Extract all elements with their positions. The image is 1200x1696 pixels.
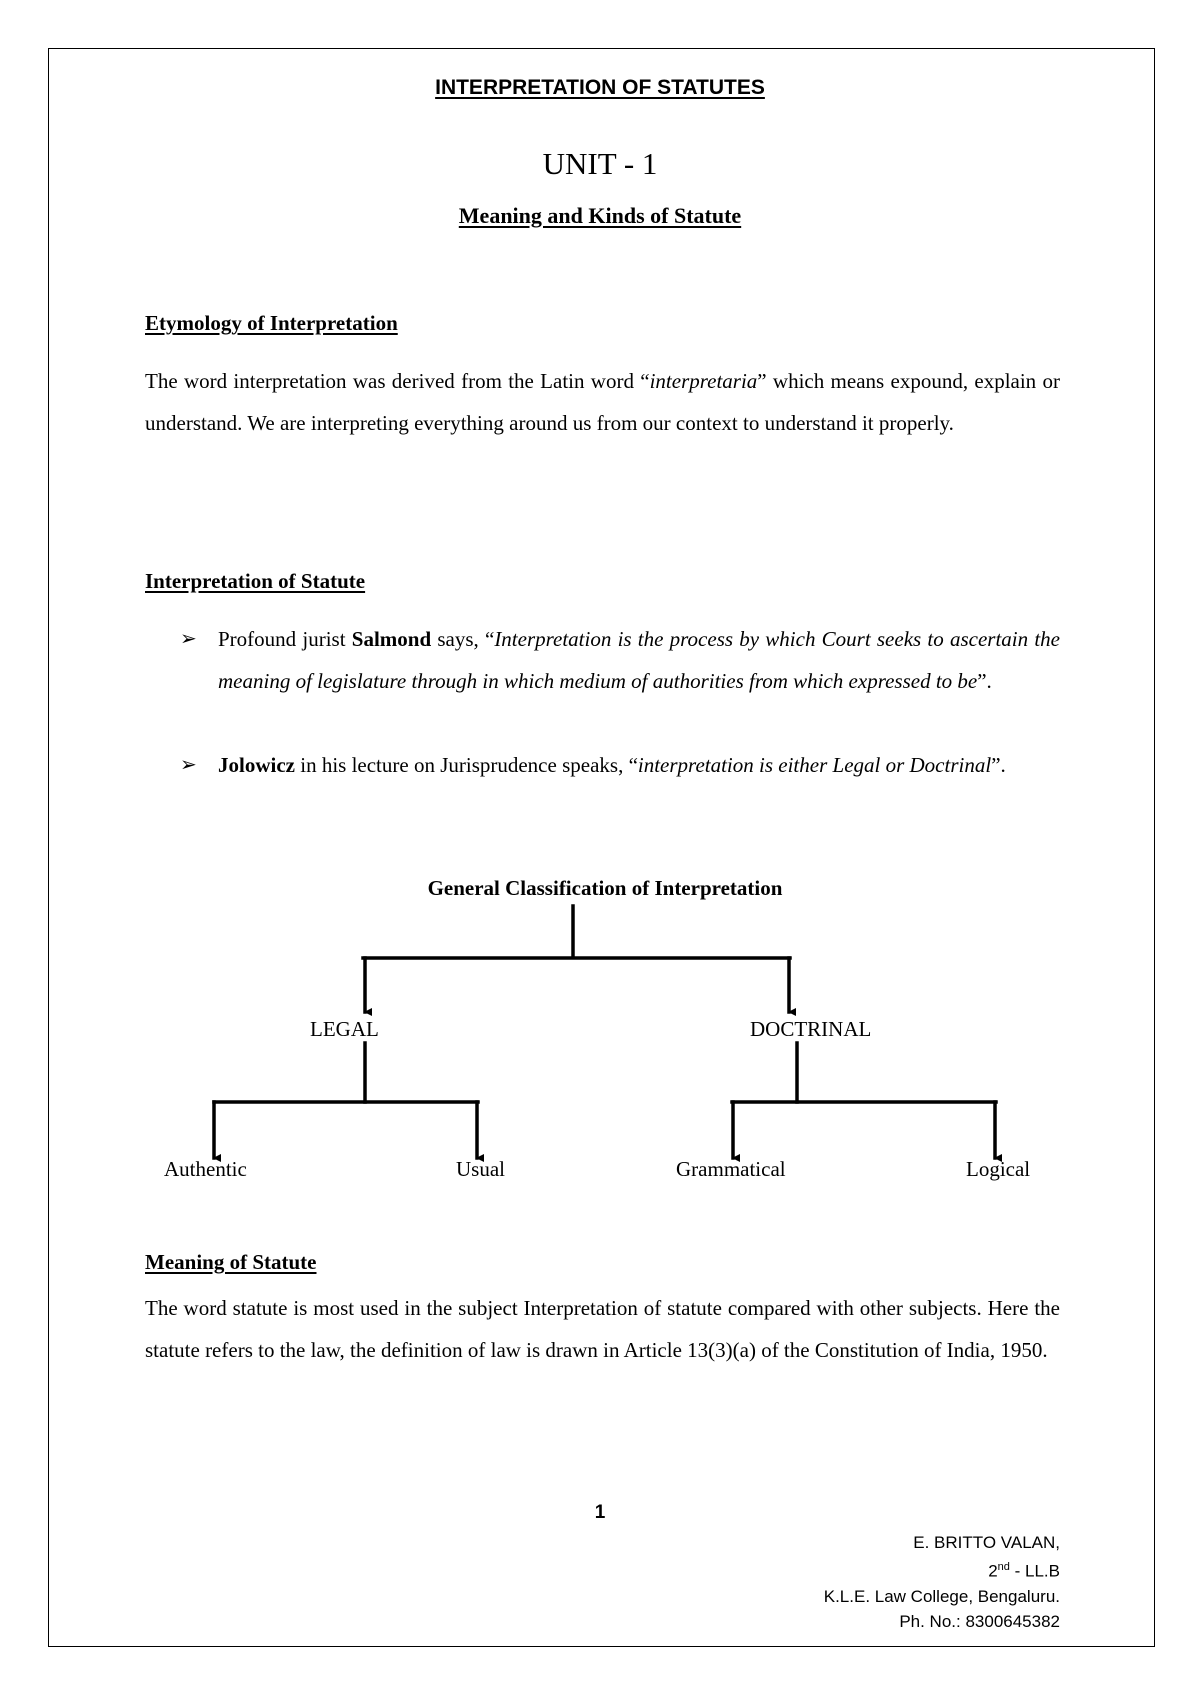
bullet-text-pre: Profound jurist bbox=[218, 627, 352, 651]
classification-title: General Classification of Interpretation bbox=[427, 876, 783, 900]
etymology-text-end: ” which means expound, explain or understand. We are interpreting everything around us from our context to understand it properly. bbox=[145, 369, 1060, 435]
node-logical: Logical bbox=[966, 1157, 1031, 1181]
jurist-name: Jolowicz bbox=[218, 753, 295, 777]
author-year bbox=[824, 1555, 1060, 1584]
node-legal: LEGAL bbox=[310, 1017, 379, 1041]
bullet-text-post: ”. bbox=[991, 753, 1006, 777]
document-title: INTERPRETATION OF STATUTES bbox=[435, 76, 765, 99]
bullet-text-mid: says, “ bbox=[431, 627, 495, 651]
jurist-name: Salmond bbox=[351, 627, 432, 651]
etymology-heading: Etymology of Interpretation bbox=[145, 311, 398, 335]
latin-word: interpretaria bbox=[649, 369, 758, 393]
author-college: K.L.E. Law College, Bengaluru. bbox=[823, 1586, 1060, 1606]
statute-paragraph: The word statute is most used in the subject Interpretation of statute compared with other subjects. Here the statute refers to the law, the definition of law is drawn in Article 13(3)(a) of the Constitution of India, 1950. bbox=[145, 1296, 1060, 1362]
node-doctrinal: DOCTRINAL bbox=[750, 1017, 872, 1041]
year-suffix: nd bbox=[997, 1561, 1010, 1573]
page-number: 1 bbox=[594, 1502, 606, 1523]
node-usual: Usual bbox=[456, 1157, 505, 1181]
arrow-bullet-icon: ➢ bbox=[180, 628, 197, 650]
arrow-bullet-icon: ➢ bbox=[180, 754, 197, 776]
author-phone: Ph. No.: 8300645382 bbox=[899, 1611, 1060, 1631]
interpretation-heading: Interpretation of Statute bbox=[145, 569, 366, 593]
quote-text: interpretation is either Legal or Doctrinal bbox=[637, 753, 992, 777]
node-authentic: Authentic bbox=[164, 1157, 247, 1181]
etymology-text-start: The word interpretation was derived from the Latin word “ bbox=[145, 369, 650, 393]
statute-heading: Meaning of Statute bbox=[145, 1250, 317, 1274]
author-name: E. BRITTO VALAN, bbox=[913, 1533, 1060, 1552]
bullet-text-mid: in his lecture on Jurisprudence speaks, “ bbox=[294, 753, 638, 777]
unit-title: UNIT - 1 bbox=[542, 146, 658, 181]
quote-text: Interpretation is the process by which Court seeks to ascertain the meaning of legislature through in which medium of authorities from which expressed to be bbox=[218, 627, 1060, 693]
node-grammatical: Grammatical bbox=[676, 1157, 786, 1181]
author-block bbox=[824, 1530, 1060, 1634]
unit-subtitle: Meaning and Kinds of Statute bbox=[458, 203, 742, 228]
year-number: 2 bbox=[988, 1561, 998, 1581]
year-degree: - LL.B bbox=[1009, 1561, 1060, 1581]
bullet-text-post: ”. bbox=[977, 669, 992, 693]
